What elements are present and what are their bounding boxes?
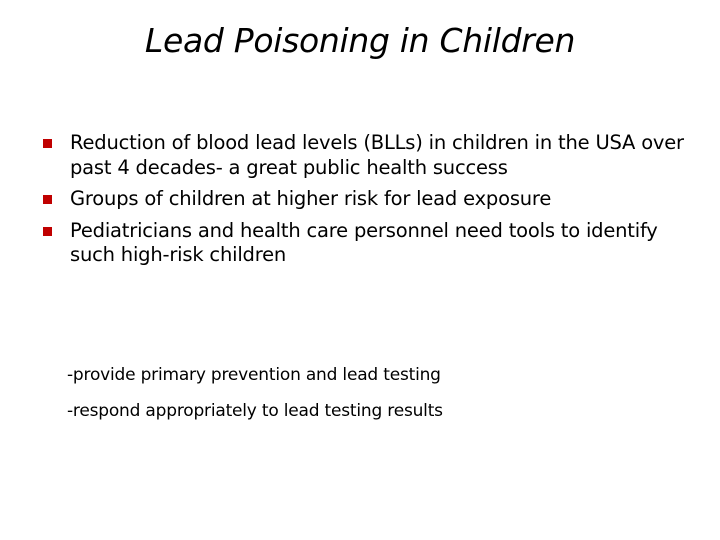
square-bullet-icon <box>43 195 52 204</box>
square-bullet-icon <box>43 139 52 148</box>
sub-item: -respond appropriately to lead testing results <box>67 401 443 421</box>
bullet-item <box>40 219 690 268</box>
bullet-text: Reduction of blood lead levels (BLLs) in children in the USA over past 4 decades- a great public health success <box>70 131 684 179</box>
bullet-item <box>40 131 690 180</box>
bullet-text: Groups of children at higher risk for lead exposure <box>70 187 552 210</box>
bullet-item <box>40 187 690 212</box>
sub-item: -provide primary prevention and lead testing <box>67 365 441 385</box>
bullet-list <box>40 131 690 275</box>
slide-title: Lead Poisoning in Children <box>144 21 576 60</box>
square-bullet-icon <box>43 227 52 236</box>
bullet-text: Pediatricians and health care personnel need tools to identify such high-risk children <box>70 218 658 266</box>
